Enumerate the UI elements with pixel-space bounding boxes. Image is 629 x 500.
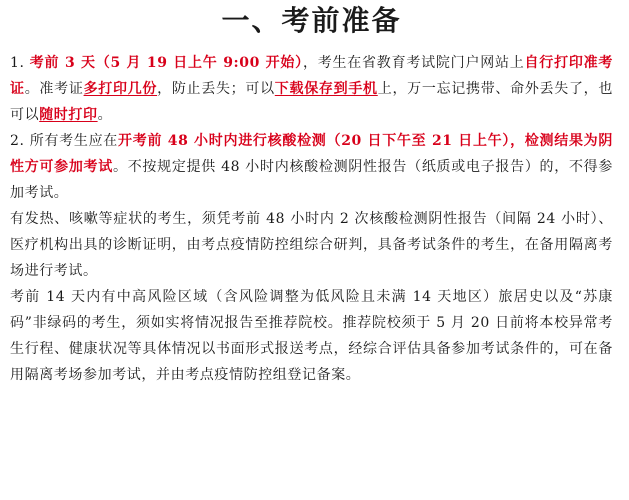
p1-text: 。准考证	[24, 81, 84, 97]
page-title: 一、考前准备	[221, 4, 402, 37]
p1-time-highlight: 考前 3 天（5 月 19 日上午 9:00 开始）	[29, 55, 303, 71]
paragraph-2	[10, 128, 613, 206]
p2-text: 2. 所有考生应在	[10, 133, 119, 149]
p1-text: 上，万一忘记携带、命外丢失了，也可以	[10, 81, 613, 123]
paragraph-4: 考前 14 天内有中高风险区域（含风险调整为低风险且未满 14 天地区）旅居史以及“苏康码”非绿码的考生，须如实将情况报告至推荐院校。推荐院校须于 5 月 20 日前将本校异常考生行程、健康状况等具体情况以书面形式报送考点，经综合评估具备参加考试条件的，可在备用隔离考场参加考试，并由考点疫情防控组登记备案。	[10, 289, 613, 383]
p1-number: 1.	[10, 55, 30, 71]
paragraph-3: 有发热、咳嗽等症状的考生，须凭考前 48 小时内 2 次核酸检测阴性报告（间隔 24 小时）、医疗机构出具的诊断证明，由考点疫情防控组综合研判，具备考试条件的考生，在备用隔离考场进行考试。	[10, 211, 613, 279]
paragraph-1	[10, 50, 613, 128]
p1-anytime-highlight: 随时打印	[39, 107, 98, 123]
p1-text: 。	[97, 107, 113, 123]
p1-print-highlight: 自行打印准考证	[10, 55, 613, 97]
p1-multi-print-highlight: 多打印几份	[83, 81, 158, 97]
p2-text: 。不按规定提供 48 小时内核酸检测阴性报告（纸质或电子报告）的，不得参加考试。	[10, 159, 613, 201]
p1-text: ，防止丢失；可以	[157, 81, 275, 97]
p2-test-highlight: 开考前 48 小时内进行核酸检测（20 日下午至 21 日上午），检测结果为阴性方可参加考试	[10, 133, 613, 175]
p1-download-highlight: 下载保存到手机	[274, 81, 378, 97]
p1-text: ，考生在省教育考试院门户网站上	[302, 55, 525, 71]
document-body	[10, 50, 613, 388]
